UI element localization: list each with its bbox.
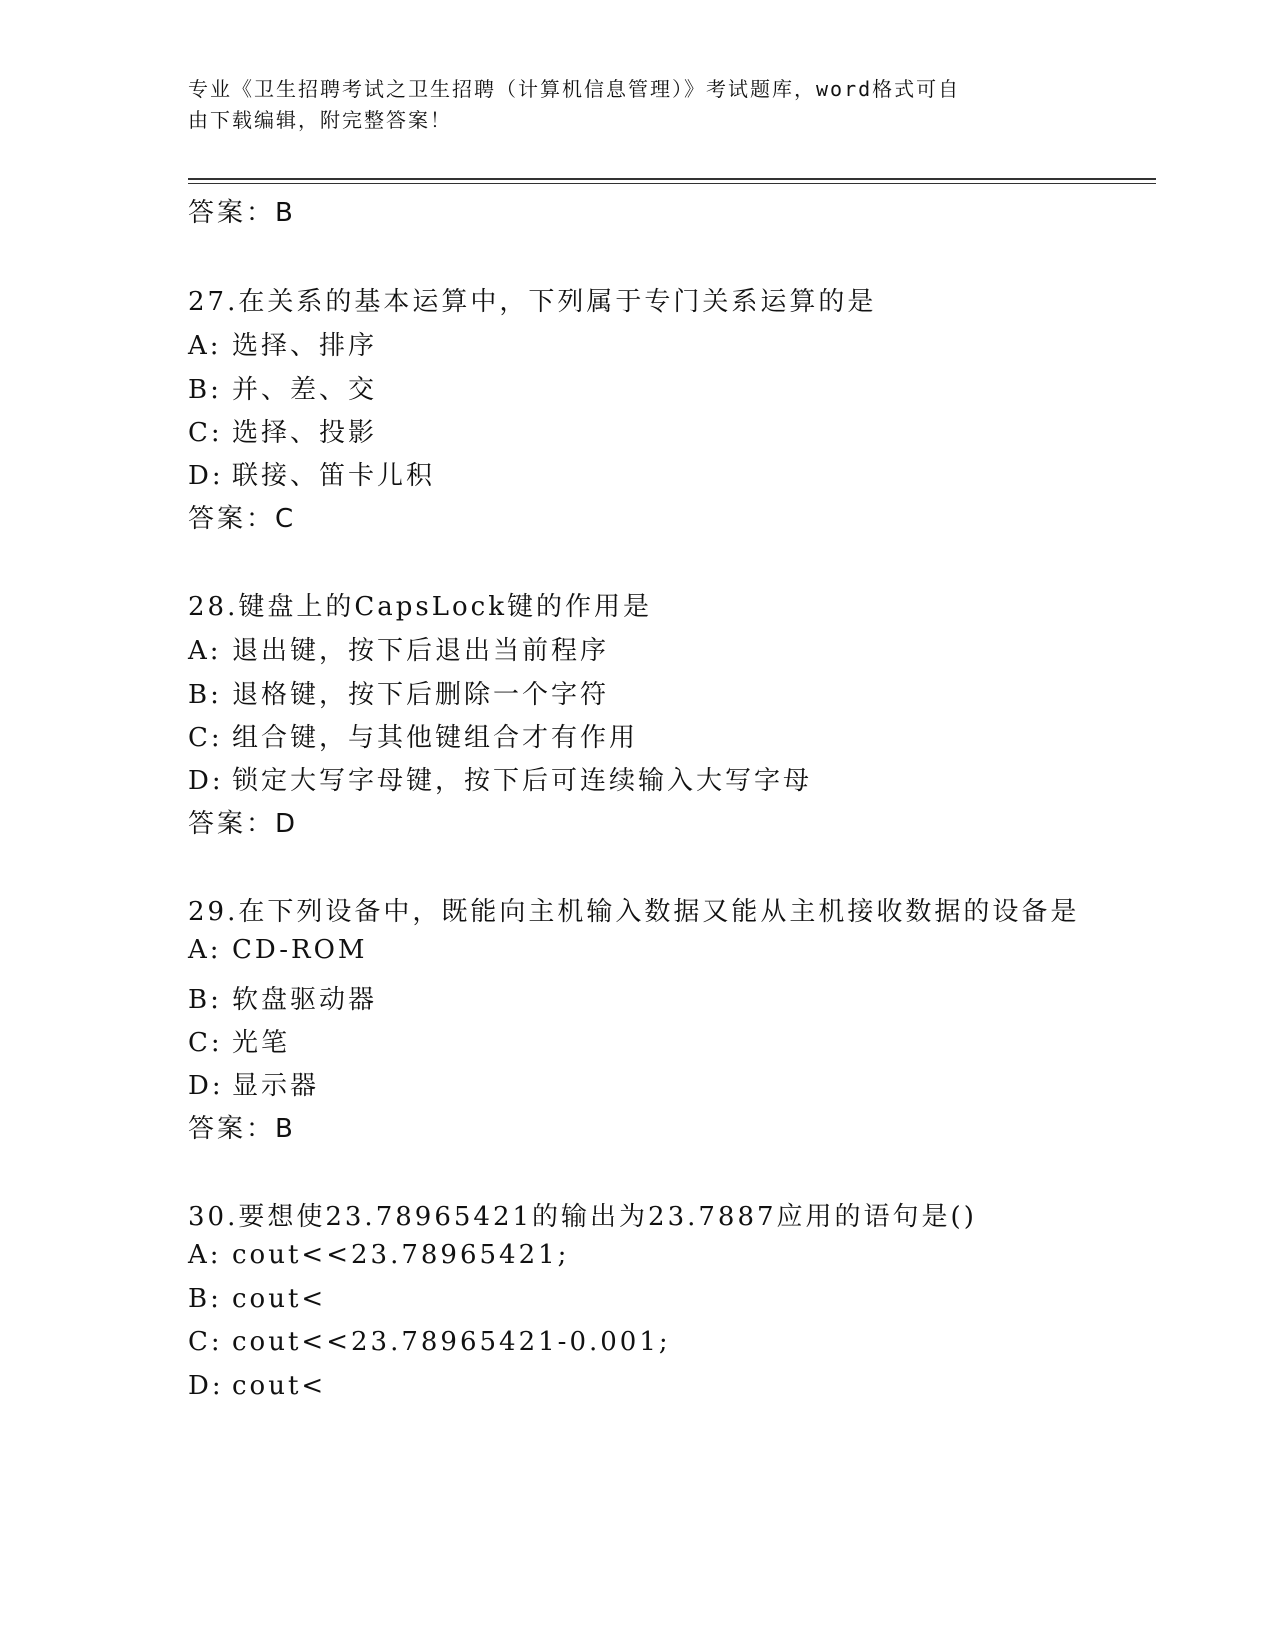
option-label: C: (188, 723, 223, 753)
option-label: B: (188, 375, 222, 405)
option-text: 光笔 (232, 1028, 291, 1058)
question-28-answer: 答案：D (188, 809, 299, 839)
question-30-option-d (188, 1371, 326, 1401)
option-label: D: (188, 1071, 224, 1101)
question-28-option-a (188, 630, 609, 667)
question-27-answer: 答案：C (188, 504, 297, 534)
option-label: D: (188, 766, 224, 796)
option-text: 退出键，按下后退出当前程序 (232, 636, 610, 666)
question-30-option-b (188, 1284, 326, 1314)
option-text: 选择、投影 (232, 418, 378, 448)
option-text: 并、差、交 (232, 375, 378, 405)
header-line-1: 专业《卫生招聘考试之卫生招聘（计算机信息管理）》考试题库，word格式可自 (188, 77, 961, 101)
question-29-answer: 答案：B (188, 1114, 296, 1144)
document-header (188, 74, 1068, 136)
option-label: D: (188, 1371, 224, 1401)
question-28: 28.键盘上的CapsLock键的作用是 (188, 592, 652, 622)
option-text: 选择、排序 (232, 331, 378, 361)
header-line-2: 由下载编辑，附完整答案！ (188, 108, 452, 132)
option-label: A: (188, 935, 222, 965)
question-30-option-c (188, 1327, 671, 1357)
option-text: cout< (232, 1284, 327, 1314)
option-label: A: (188, 331, 222, 361)
option-text: 组合键，与其他键组合才有作用 (232, 723, 639, 753)
option-text: cout<<23.78965421-0.001; (232, 1327, 671, 1357)
option-label: B: (188, 1284, 222, 1314)
question-27-option-b (188, 369, 377, 406)
question-29-option-a (188, 935, 368, 965)
question-27-option-c (188, 412, 377, 449)
header-divider-thin (188, 183, 1156, 184)
option-label: A: (188, 1240, 222, 1270)
question-28-option-c (188, 717, 638, 754)
question-29-option-c (188, 1022, 290, 1059)
option-text: CD-ROM (232, 935, 368, 965)
option-label: C: (188, 1327, 223, 1357)
option-label: D: (188, 461, 224, 491)
question-29: 29.在下列设备中，既能向主机输入数据又能从主机接收数据的设备是 (188, 897, 1080, 927)
question-27-option-d (188, 455, 435, 492)
question-30: 30.要想使23.78965421的输出为23.7887应用的语句是() (188, 1202, 977, 1232)
question-29-option-d (188, 1065, 319, 1102)
option-text: 退格键，按下后删除一个字符 (232, 680, 610, 710)
question-28-option-b (188, 674, 609, 711)
option-text: 显示器 (232, 1071, 320, 1101)
option-label: A: (188, 636, 222, 666)
option-label: B: (188, 985, 222, 1015)
option-text: cout<<23.78965421; (232, 1240, 570, 1270)
option-label: C: (188, 418, 223, 448)
question-30-option-a (188, 1240, 569, 1270)
question-27-option-a (188, 325, 377, 362)
answer-prev: 答案：B (188, 198, 296, 228)
option-label: C: (188, 1028, 223, 1058)
option-label: B: (188, 680, 222, 710)
question-29-option-b (188, 979, 377, 1016)
header-divider (188, 178, 1156, 180)
question-28-option-d (188, 760, 812, 797)
option-text: 软盘驱动器 (232, 985, 378, 1015)
question-27: 27.在关系的基本运算中，下列属于专门关系运算的是 (188, 287, 877, 317)
option-text: 锁定大写字母键，按下后可连续输入大写字母 (232, 766, 813, 796)
option-text: cout< (232, 1371, 327, 1401)
option-text: 联接、笛卡儿积 (232, 461, 436, 491)
